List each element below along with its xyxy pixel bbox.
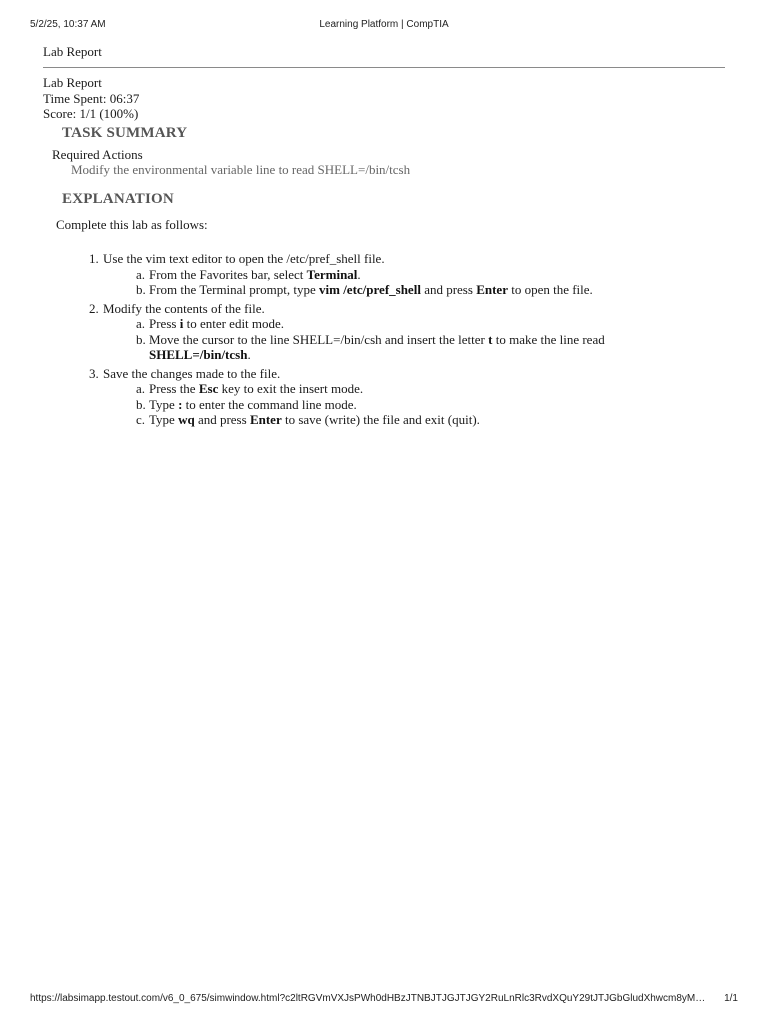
sub-step-text: From the Terminal prompt, type xyxy=(149,282,319,297)
report-label: Lab Report xyxy=(43,75,102,90)
sub-step xyxy=(136,332,649,363)
sub-step-text: Move the cursor to the line SHELL=/bin/csh and insert the letter xyxy=(149,331,489,347)
print-footer xyxy=(0,993,768,1007)
sub-step-text: Press the xyxy=(149,381,199,396)
sub-step-letter: a. xyxy=(136,266,146,282)
sub-step-text: . xyxy=(357,266,361,282)
sub-step-text: Type xyxy=(149,396,179,412)
sub-step-bold: Enter xyxy=(249,412,282,427)
step-text: Save the changes made to the file. xyxy=(103,365,281,381)
sub-step-bold: Terminal xyxy=(306,266,358,282)
explanation-intro: Complete this lab as follows: xyxy=(56,217,208,232)
sub-step-letter: c. xyxy=(136,412,146,427)
sub-step-letter: b. xyxy=(136,331,146,347)
sub-step-text: to enter edit mode. xyxy=(183,316,285,331)
sub-step-bold: i xyxy=(179,316,184,331)
sub-step xyxy=(136,381,649,397)
print-url: https://labsimapp.testout.com/v6_0_675/simwindow.html?c2ltRGVmVXJsPWh0dHBzJTNBJTJGJTJGY2RuLnRlc3RvdXQuY29tJTJGbGludXhwcm8yM… xyxy=(30,993,706,1004)
task-summary-heading: TASK SUMMARY xyxy=(62,125,188,141)
list-item xyxy=(89,366,649,428)
sub-step-letter: a. xyxy=(136,316,146,331)
step-number: 1. xyxy=(89,251,99,266)
sub-step-text: . xyxy=(247,347,251,362)
print-header xyxy=(0,19,768,33)
explanation-heading: EXPLANATION xyxy=(62,191,174,207)
sub-step-letter: a. xyxy=(136,381,146,396)
required-action-item: Modify the environmental variable line to read SHELL=/bin/tcsh xyxy=(71,162,411,177)
sub-step-letter: b. xyxy=(136,396,146,412)
step-list xyxy=(89,251,649,431)
sub-step-bold: : xyxy=(178,396,183,412)
sub-step xyxy=(136,316,649,332)
sub-step-text: From the Favorites bar, select xyxy=(149,266,307,282)
sub-step-text: to save (write) the file and exit (quit). xyxy=(281,412,480,427)
title-divider xyxy=(43,67,725,68)
sub-step-text: and press xyxy=(194,412,250,427)
document-title: Lab Report xyxy=(43,44,102,59)
print-date: 5/2/25, 10:37 AM xyxy=(30,19,106,30)
sub-step-bold: vim /etc/pref_shell xyxy=(319,282,421,297)
sub-step-bold: Enter xyxy=(476,282,508,297)
sub-step-bold: SHELL=/bin/tcsh xyxy=(149,347,248,362)
print-page-title: Learning Platform | CompTIA xyxy=(319,19,449,30)
sub-step-text: to make the line read xyxy=(492,331,605,347)
step-number: 2. xyxy=(89,300,99,316)
sub-step xyxy=(136,397,649,413)
step-number: 3. xyxy=(89,365,99,381)
list-item xyxy=(89,251,649,298)
required-actions-label: Required Actions xyxy=(52,147,143,162)
step-text: Use the vim text editor to open the /etc/pref_shell file. xyxy=(103,251,385,266)
sub-step xyxy=(136,282,649,298)
step-text: Modify the contents of the file. xyxy=(103,300,265,316)
sub-step-bold: Esc xyxy=(198,381,219,396)
report-meta xyxy=(43,75,139,122)
sub-step xyxy=(136,267,649,283)
sub-step-letter: b. xyxy=(136,282,146,297)
sub-step-text: to enter the command line mode. xyxy=(182,396,357,412)
sub-step-bold: t xyxy=(488,331,493,347)
sub-step xyxy=(136,412,649,428)
list-item xyxy=(89,301,649,363)
sub-step-bold: wq xyxy=(178,412,195,427)
score: Score: 1/1 (100%) xyxy=(43,106,139,121)
sub-step-text: Type xyxy=(149,412,179,427)
sub-step-text: Press xyxy=(149,316,180,331)
sub-step-text: and press xyxy=(420,282,477,297)
sub-step-text: to open the file. xyxy=(507,282,593,297)
sub-step-text: key to exit the insert mode. xyxy=(218,381,364,396)
page-count: 1/1 xyxy=(724,993,738,1004)
time-spent: Time Spent: 06:37 xyxy=(43,90,140,106)
